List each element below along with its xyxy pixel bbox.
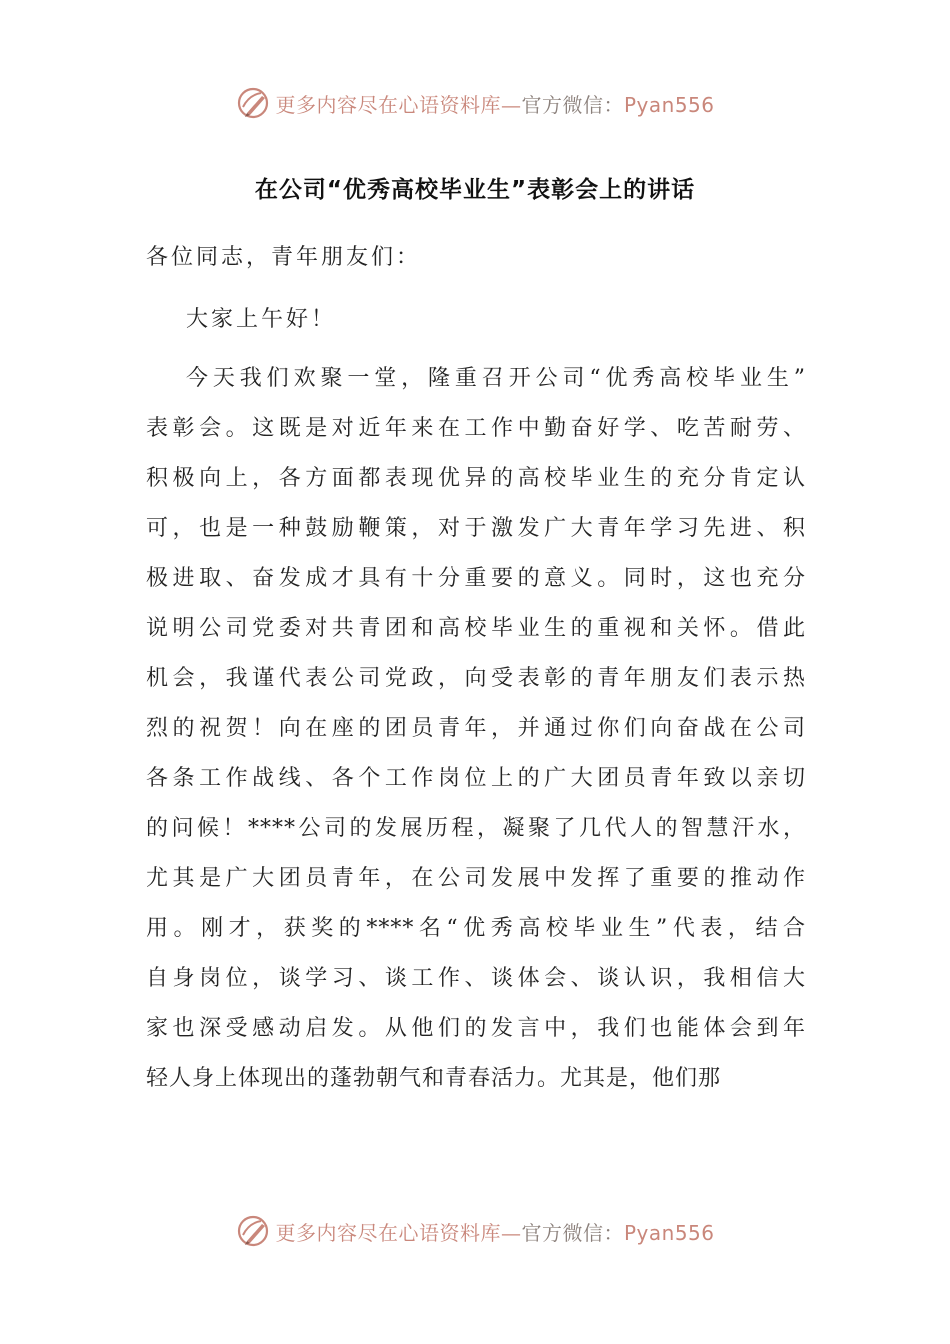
header-banner-text xyxy=(275,89,714,118)
footer-banner-text xyxy=(275,1217,714,1246)
header-banner-dash: — xyxy=(500,92,522,117)
header-banner-part1: 更多内容尽在心语资料库 xyxy=(275,92,501,117)
body-paragraph xyxy=(146,365,806,1115)
body-line: 极进取、奋发成才具有十分重要的意义。同时，这也充分 xyxy=(146,566,806,591)
pen-logo-icon xyxy=(235,85,271,121)
body-line: 家也深受感动启发。从他们的发言中，我们也能体会到年 xyxy=(146,1016,806,1041)
document-title: 在公司“优秀高校毕业生”表彰会上的讲话 xyxy=(254,177,696,203)
footer-banner-dash: — xyxy=(500,1220,522,1245)
header-banner xyxy=(0,81,950,125)
body-line: 轻人身上体现出的蓬勃朝气和青春活力。尤其是，他们那 xyxy=(146,1066,722,1091)
body-line: 说明公司党委对共青团和高校毕业生的重视和关怀。借此 xyxy=(146,616,806,641)
pen-logo-icon xyxy=(235,1213,271,1249)
body-line: 的问候！****公司的发展历程，凝聚了几代人的智慧汗水， xyxy=(146,816,806,841)
salutation: 各位同志，青年朋友们： xyxy=(146,245,422,270)
body-line: 可，也是一种鼓励鞭策，对于激发广大青年学习先进、积 xyxy=(146,516,806,541)
body-line: 尤其是广大团员青年，在公司发展中发挥了重要的推动作 xyxy=(146,866,806,891)
body-line: 用。刚才，获奖的****名“优秀高校毕业生”代表，结合 xyxy=(146,916,806,941)
body-line: 烈的祝贺！向在座的团员青年，并通过你们向奋战在公司 xyxy=(146,716,806,741)
body-line: 积极向上，各方面都表现优异的高校毕业生的充分肯定认 xyxy=(146,466,806,491)
footer-banner-wechat: Pyan556 xyxy=(623,1220,715,1245)
header-banner-wechat: Pyan556 xyxy=(623,92,715,117)
greeting: 大家上午好！ xyxy=(186,307,337,332)
footer-banner xyxy=(0,1209,950,1253)
footer-banner-part2: 官方微信： xyxy=(521,1220,624,1245)
body-line: 自身岗位，谈学习、谈工作、谈体会、谈认识，我相信大 xyxy=(146,966,806,991)
header-banner-part2: 官方微信： xyxy=(521,92,624,117)
body-line: 表彰会。这既是对近年来在工作中勤奋好学、吃苦耐劳、 xyxy=(146,416,806,441)
body-line: 今天我们欢聚一堂，隆重召开公司“优秀高校毕业生” xyxy=(186,366,806,391)
footer-banner-part1: 更多内容尽在心语资料库 xyxy=(275,1220,501,1245)
body-line: 各条工作战线、各个工作岗位上的广大团员青年致以亲切 xyxy=(146,766,806,791)
body-line: 机会，我谨代表公司党政，向受表彰的青年朋友们表示热 xyxy=(146,666,806,691)
